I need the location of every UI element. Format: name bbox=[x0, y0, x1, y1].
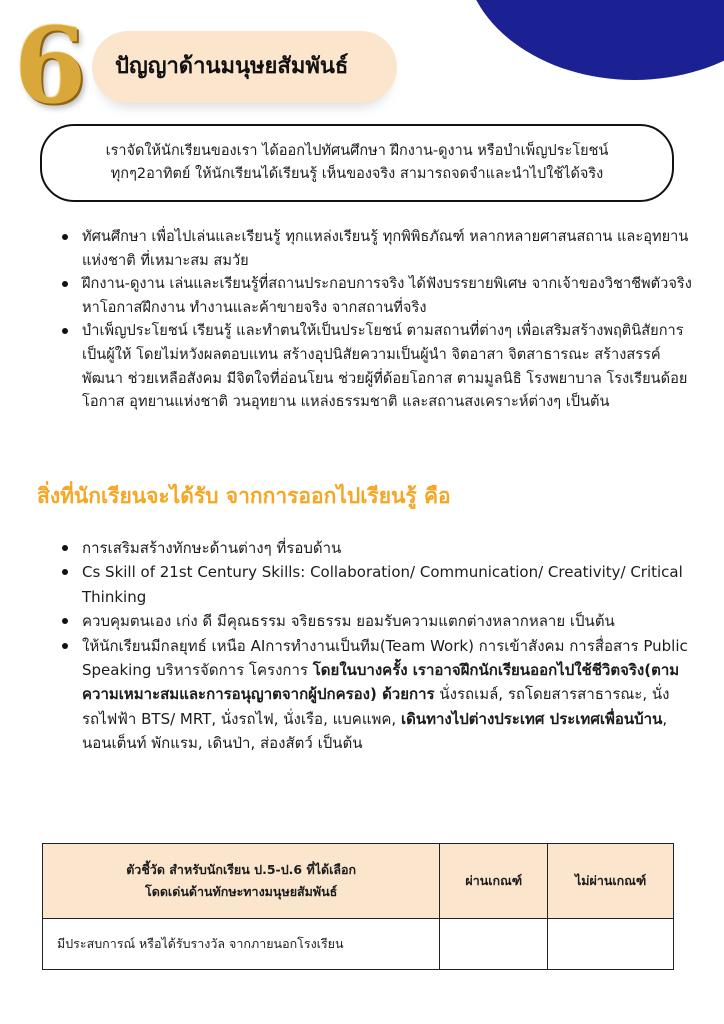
list-item: Cs Skill of 21st Century Skills: Collaboration/ Communication/ Creativity/ Critical Thinking bbox=[55, 560, 700, 609]
list-item: ฝึกงาน-ดูงาน เล่นและเรียนรู้ที่สถานประกอบการจริง ได้ฟังบรรยายพิเศษ จากเจ้าของวิชาชีพตัวจริง หาโอกาสฝึกงาน ทำงานและค้าขายจริง จากสถานที่จริง bbox=[55, 272, 695, 319]
benefits-heading: สิ่งที่นักเรียนจะได้รับ จากการออกไปเรียนรู้ คือ bbox=[37, 484, 451, 508]
intro-line-1: เราจัดให้นักเรียนของเรา ได้ออกไปทัศนศึกษา ฝึกงาน-ดูงาน หรือบำเพ็ญประโยชน์ bbox=[105, 143, 609, 159]
item-text: , นอนเต็นท์ พักแรม, เดินป่า, ส่องสัตว์ เป็นต้น bbox=[82, 709, 668, 753]
section-number: 6 bbox=[14, 4, 87, 127]
fail-header: ไม่ผ่านเกณฑ์ bbox=[548, 844, 674, 919]
activities-list bbox=[55, 225, 695, 414]
fail-cell[interactable] bbox=[548, 919, 674, 970]
indicator-header-line-2: โดดเด่นด้านทักษะทางมนุษยสัมพันธ์ bbox=[144, 884, 338, 899]
item-text: นั่งรถเมล์, รถโดยสารสาธารณะ, นั่งรถไฟฟ้า BTS/ MRT, นั่งรถไฟ, นั่งเรือ, แบคแพค, bbox=[82, 685, 670, 728]
list-item: บำเพ็ญประโยชน์ เรียนรู้ และทำตนให้เป็นประโยชน์ ตามสถานที่ต่างๆ เพื่อเสริมสร้างพฤตินิสัยการเป็นผู้ให้ โดยไม่หวังผลตอบแทน สร้างอุปนิสัยความเป็นผู้นำ จิตอาสา จิตสาธารณะ สร้างสรรค์ พัฒนา ช่วยเหลือสังคม มีจิตใจที่อ่อนโยน ช่วยผู้ที่ด้อยโอกาส ตามมูลนิธิ โรงพยาบาล โรงเรียนด้อยโอกาส อุทยานแห่งชาติ วนอุทยาน แหล่งธรรมชาติ และสถานสงเคราะห์ต่างๆ เป็นต้น bbox=[55, 319, 695, 413]
item-text: ให้นักเรียนมีกลยุทธ์ เหนือ AIการทำงานเป็นทีม(Team Work) การเข้าสังคม การสื่อสาร Public Speaking บริหารจัดการ โครงการ bbox=[82, 636, 688, 680]
benefits-list bbox=[55, 536, 700, 756]
intro-box bbox=[40, 124, 674, 202]
list-item: ควบคุมตนเอง เก่ง ดี มีคุณธรรม จริยธรรม ยอมรับความแตกต่างหลากหลาย เป็นต้น bbox=[55, 609, 700, 633]
page-title: ปัญญาด้านมนุษยสัมพันธ์ bbox=[115, 54, 349, 79]
indicator-header bbox=[43, 844, 440, 919]
indicator-cell: มีประสบการณ์ หรือได้รับรางวัล จากภายนอกโรงเรียน bbox=[43, 919, 440, 970]
indicator-header-line-1: ตัวชี้วัด สำหรับนักเรียน ป.5-ป.6 ที่ได้เลือก bbox=[126, 862, 357, 877]
intro-line-2: ทุกๆ2อาทิตย์ ให้นักเรียนได้เรียนรู้ เห็นของจริง สามารถจดจำและนำไปใช้ได้จริง bbox=[110, 166, 604, 182]
evaluation-table bbox=[42, 843, 674, 970]
list-item: การเสริมสร้างทักษะด้านต่างๆ ที่รอบด้าน bbox=[55, 536, 700, 560]
list-item bbox=[55, 634, 700, 756]
table-row bbox=[43, 919, 674, 970]
corner-decoration bbox=[464, 0, 724, 80]
pass-cell[interactable] bbox=[440, 919, 548, 970]
table-header-row bbox=[43, 844, 674, 919]
list-item: ทัศนศึกษา เพื่อไปเล่นและเรียนรู้ ทุกแหล่งเรียนรู้ ทุกพิพิธภัณฑ์ หลากหลายศาสนสถาน และอุทยานแห่งชาติ ที่เหมาะสม สมวัย bbox=[55, 225, 695, 272]
pass-header: ผ่านเกณฑ์ bbox=[440, 844, 548, 919]
item-text-bold: เดินทางไปต่างประเทศ ประเทศเพื่อนบ้าน bbox=[400, 709, 663, 728]
item-text-bold: โดยในบางครั้ง เราอาจฝึกนักเรียนออกไปใช้ชีวิตจริง(ตามความเหมาะสมและการอนุญาตจากผู้ปกครอง) ด้วยการ bbox=[82, 661, 680, 704]
